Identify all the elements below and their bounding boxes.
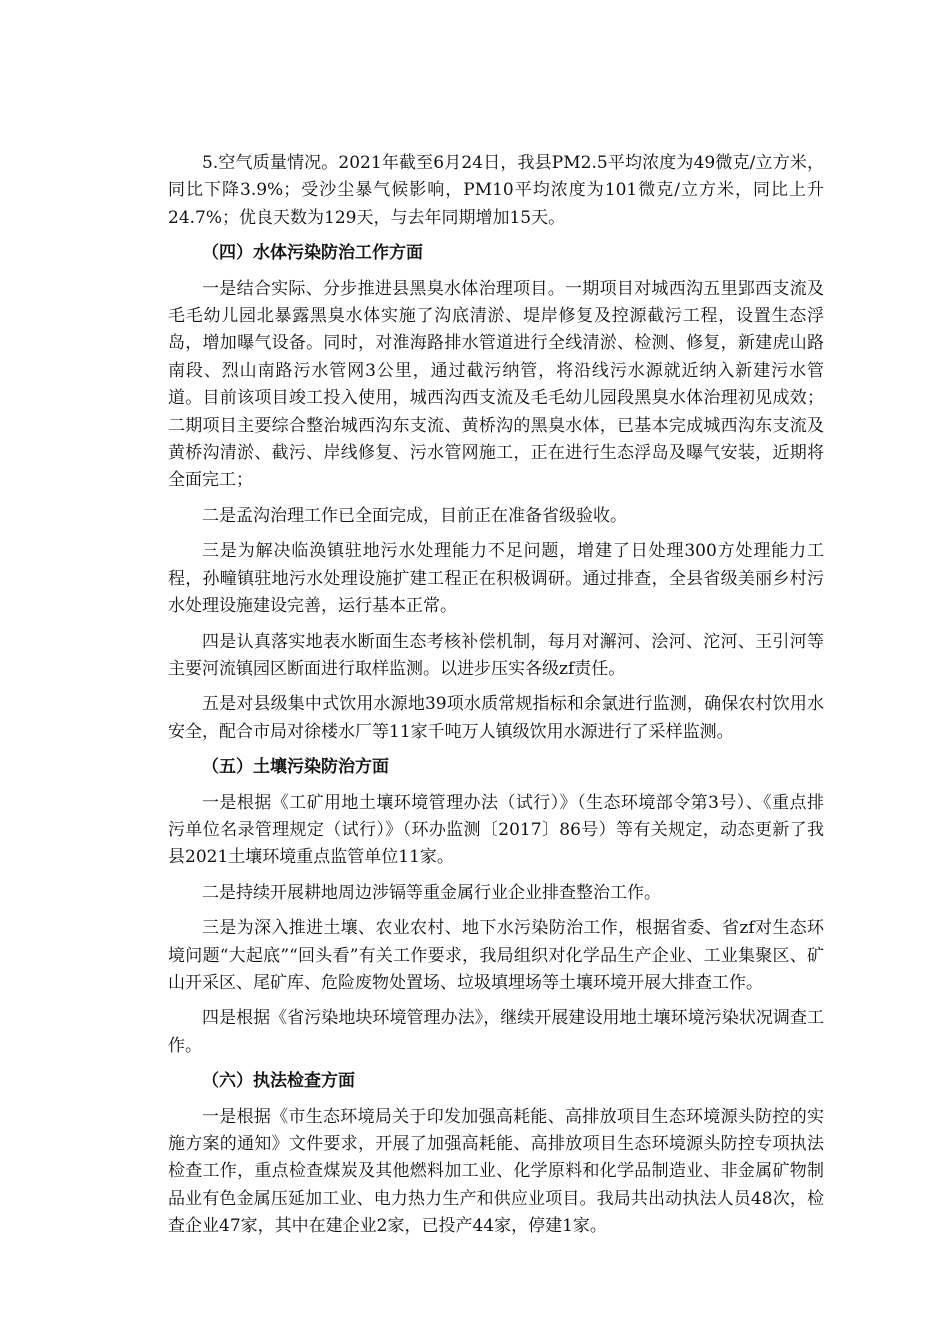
section-4-paragraph-5: 五是对县级集中式饮用水源地39项水质常规指标和余氯进行监测，确保农村饮用水安全，配合市局对徐楼水厂等11家千吨万人镇级饮用水源进行了采样监测。	[168, 694, 824, 742]
document-body	[168, 150, 824, 1241]
section-5-paragraph-3: 三是为深入推进土壤、农业农村、地下水污染防治工作，根据省委、省zf对生态环境问题“大起底”“回头看”有关工作要求，我局组织对化学品生产企业、工业集聚区、矿山开采区、尾矿库、危险废物处置场、垃圾填埋场等土壤环境开展大排查工作。	[168, 918, 824, 993]
section-5-paragraph-2: 二是持续开展耕地周边涉镉等重金属行业企业排查整治工作。	[202, 882, 661, 903]
section-5-heading: （五）土壤污染防治方面	[202, 757, 389, 778]
section-5-paragraph-4: 四是根据《省污染地块环境管理办法》，继续开展建设用地土壤环境污染状况调查工作。	[168, 1008, 824, 1056]
section-5-paragraph-1: 一是根据《工矿用地土壤环境管理办法（试行）》（生态环境部令第3号）、《重点排污单位名录管理规定（试行）》（环办监测〔2017〕86号）等有关规定，动态更新了我县2021土壤环境重点监管单位11家。	[168, 792, 824, 868]
air-quality-paragraph: 5.空气质量情况。2021年截至6月24日，我县PM2.5平均浓度为49微克/立方米，同比下降3.9%；受沙尘暴气候影响，PM10平均浓度为101微克/立方米，同比上升24.7%；优良天数为129天，与去年同期增加15天。	[168, 153, 824, 228]
section-4-paragraph-2: 二是孟沟治理工作已全面完成，目前正在准备省级验收。	[202, 505, 627, 526]
section-4-paragraph-4: 四是认真落实地表水断面生态考核补偿机制，每月对澥河、浍河、沱河、王引河等主要河流镇园区断面进行取样监测。以进步压实各级zf责任。	[168, 631, 824, 679]
section-6-paragraph-1: 一是根据《市生态环境局关于印发加强高耗能、高排放项目生态环境源头防控的实施方案的通知》文件要求，开展了加强高耗能、高排放项目生态环境源头防控专项执法检查工作，重点检查煤炭及其他燃料加工业、化学原料和化学品制造业、非金属矿物制品业有色金属压延加工业、电力热力生产和供应业项目。我局共出动执法人员48次，检查企业47家，其中在建企业2家，已投产44家，停建1家。	[168, 1106, 824, 1237]
section-4-paragraph-3: 三是为解决临涣镇驻地污水处理能力不足问题，增建了日处理300方处理能力工程，孙疃镇驻地污水处理设施扩建工程正在积极调研。通过排查，全县省级美丽乡村污水处理设施建设完善，运行基本正常。	[168, 541, 824, 617]
section-6-heading: （六）执法检查方面	[202, 1071, 355, 1092]
section-4-heading: （四）水体污染防治工作方面	[202, 243, 423, 264]
section-4-paragraph-1: 一是结合实际、分步推进县黑臭水体治理项目。一期项目对城西沟五里郢西支流及毛毛幼儿园北暴露黑臭水体实施了沟底清淤、堤岸修复及控源截污工程，设置生态浮岛，增加曝气设备。同时，对淮海路排水管道进行全线清淤、检测、修复，新建虎山路南段、烈山南路污水管网3公里，通过截污纳管，将沿线污水源就近纳入新建污水管道。目前该项目竣工投入使用，城西沟西支流及毛毛幼儿园段黑臭水体治理初见成效；二期项目主要综合整治城西沟东支流、黄桥沟的黑臭水体，已基本完成城西沟东支流及黄桥沟清淤、截污、岸线修复、污水管网施工，正在进行生态浮岛及曝气安装，近期将全面完工；	[168, 278, 824, 491]
